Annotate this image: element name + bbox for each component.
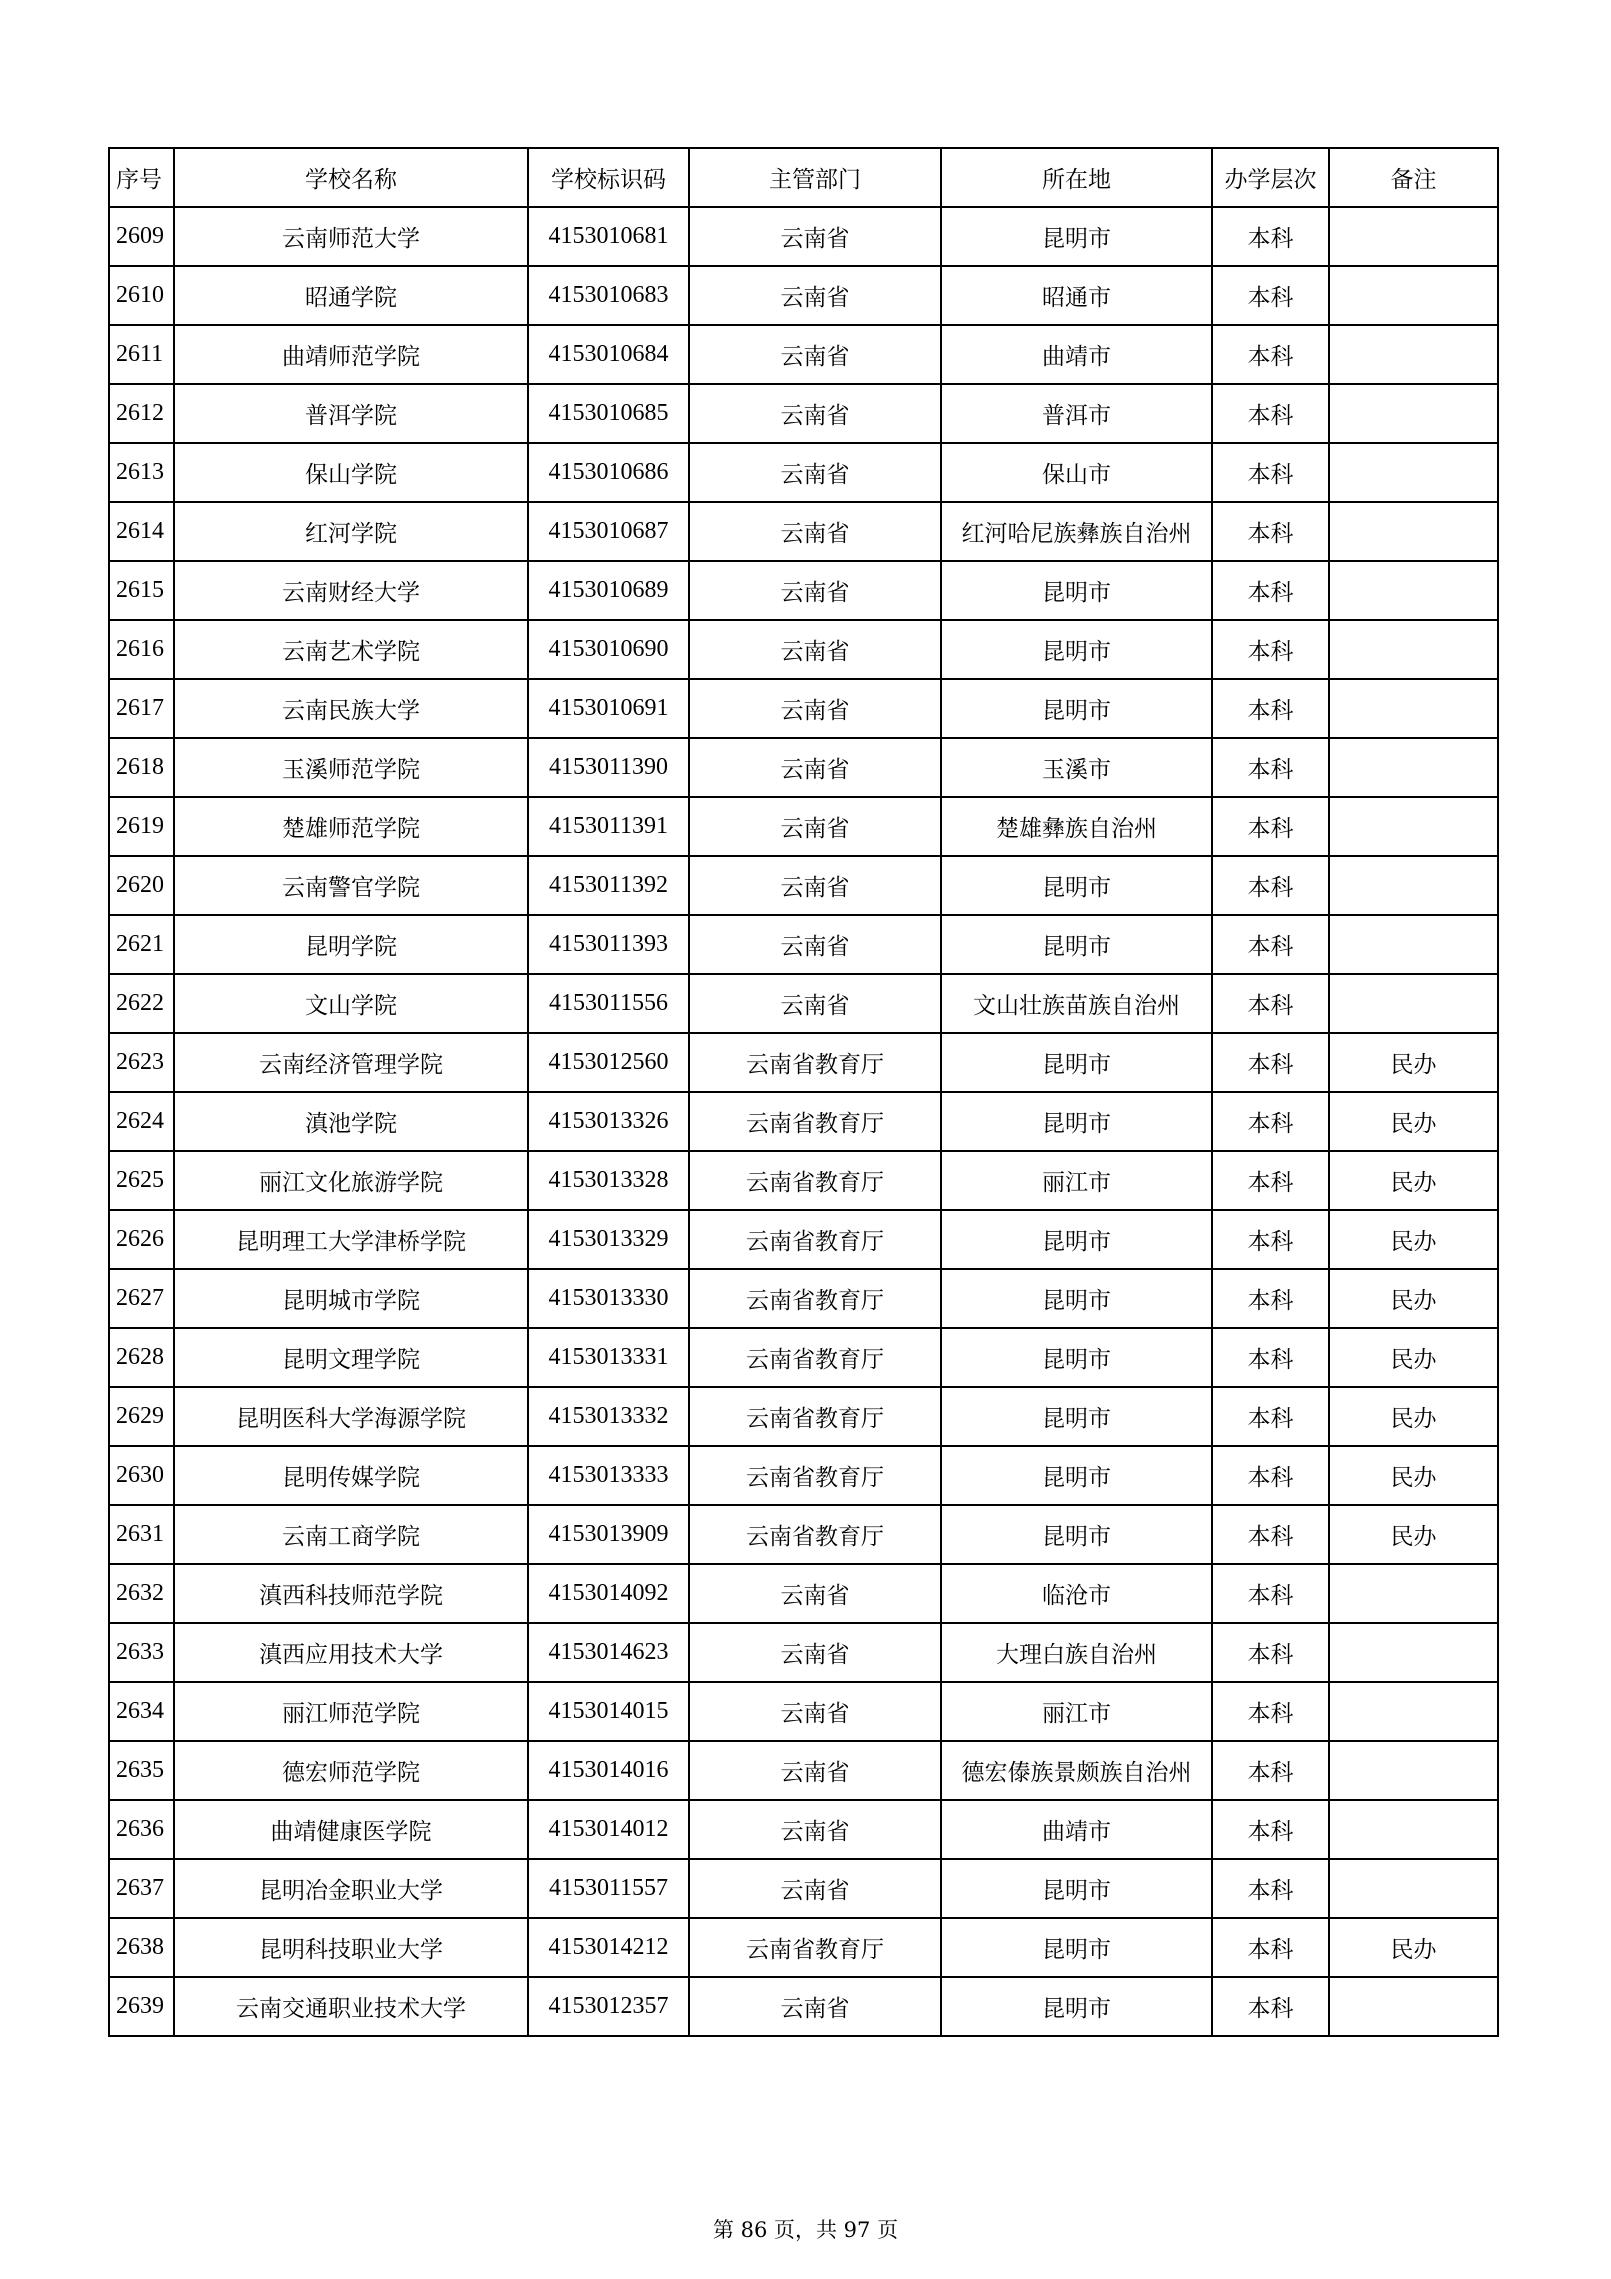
table-row [109, 1918, 1498, 1977]
cell-department: 云南省教育厅 [689, 1918, 941, 1977]
cell-location: 昆明市 [941, 1210, 1212, 1269]
header-index: 序号 [109, 148, 174, 207]
table-row [109, 1328, 1498, 1387]
cell-school-code: 4153011390 [528, 738, 689, 797]
cell-school-code: 4153010681 [528, 207, 689, 266]
table-row [109, 915, 1498, 974]
cell-school-code: 4153014015 [528, 1682, 689, 1741]
cell-school-code: 4153013909 [528, 1505, 689, 1564]
cell-school-code: 4153013330 [528, 1269, 689, 1328]
cell-index: 2623 [109, 1033, 174, 1092]
table-row [109, 1446, 1498, 1505]
cell-department: 云南省教育厅 [689, 1092, 941, 1151]
cell-index: 2617 [109, 679, 174, 738]
cell-school-name: 云南艺术学院 [174, 620, 528, 679]
cell-department: 云南省 [689, 1741, 941, 1800]
table-row [109, 1977, 1498, 2036]
table-row [109, 1505, 1498, 1564]
cell-remarks [1329, 738, 1498, 797]
cell-location: 昆明市 [941, 1033, 1212, 1092]
cell-school-code: 4153014092 [528, 1564, 689, 1623]
cell-department: 云南省 [689, 1800, 941, 1859]
cell-location: 玉溪市 [941, 738, 1212, 797]
table-row [109, 679, 1498, 738]
cell-department: 云南省 [689, 620, 941, 679]
cell-remarks: 民办 [1329, 1210, 1498, 1269]
cell-remarks [1329, 915, 1498, 974]
cell-location: 昆明市 [941, 207, 1212, 266]
cell-index: 2625 [109, 1151, 174, 1210]
cell-location: 昆明市 [941, 1446, 1212, 1505]
cell-location: 昭通市 [941, 266, 1212, 325]
cell-school-code: 4153012357 [528, 1977, 689, 2036]
table-row [109, 1859, 1498, 1918]
cell-department: 云南省 [689, 561, 941, 620]
cell-location: 昆明市 [941, 1092, 1212, 1151]
cell-department: 云南省教育厅 [689, 1505, 941, 1564]
cell-remarks: 民办 [1329, 1446, 1498, 1505]
cell-location: 楚雄彝族自治州 [941, 797, 1212, 856]
cell-level: 本科 [1212, 856, 1329, 915]
cell-index: 2621 [109, 915, 174, 974]
cell-level: 本科 [1212, 620, 1329, 679]
cell-location: 丽江市 [941, 1151, 1212, 1210]
cell-department: 云南省 [689, 797, 941, 856]
cell-school-code: 4153014016 [528, 1741, 689, 1800]
cell-department: 云南省 [689, 1859, 941, 1918]
table-row [109, 856, 1498, 915]
header-department: 主管部门 [689, 148, 941, 207]
cell-remarks: 民办 [1329, 1918, 1498, 1977]
cell-index: 2638 [109, 1918, 174, 1977]
cell-school-name: 曲靖健康医学院 [174, 1800, 528, 1859]
table-row [109, 1092, 1498, 1151]
cell-department: 云南省 [689, 207, 941, 266]
cell-remarks [1329, 561, 1498, 620]
cell-school-name: 昆明学院 [174, 915, 528, 974]
cell-school-name: 丽江师范学院 [174, 1682, 528, 1741]
table-row [109, 1151, 1498, 1210]
cell-level: 本科 [1212, 1210, 1329, 1269]
header-school-name: 学校名称 [174, 148, 528, 207]
cell-school-name: 昆明理工大学津桥学院 [174, 1210, 528, 1269]
cell-department: 云南省 [689, 915, 941, 974]
cell-department: 云南省教育厅 [689, 1269, 941, 1328]
cell-school-name: 文山学院 [174, 974, 528, 1033]
cell-level: 本科 [1212, 797, 1329, 856]
cell-level: 本科 [1212, 738, 1329, 797]
cell-index: 2637 [109, 1859, 174, 1918]
cell-school-code: 4153010691 [528, 679, 689, 738]
cell-location: 昆明市 [941, 1918, 1212, 1977]
cell-remarks [1329, 1741, 1498, 1800]
cell-index: 2611 [109, 325, 174, 384]
table-row [109, 325, 1498, 384]
cell-remarks [1329, 856, 1498, 915]
cell-school-code: 4153012560 [528, 1033, 689, 1092]
cell-level: 本科 [1212, 1977, 1329, 2036]
cell-level: 本科 [1212, 974, 1329, 1033]
cell-department: 云南省 [689, 974, 941, 1033]
table-row [109, 502, 1498, 561]
cell-remarks: 民办 [1329, 1033, 1498, 1092]
cell-index: 2624 [109, 1092, 174, 1151]
cell-department: 云南省 [689, 679, 941, 738]
cell-level: 本科 [1212, 1033, 1329, 1092]
cell-level: 本科 [1212, 1918, 1329, 1977]
cell-department: 云南省 [689, 266, 941, 325]
cell-remarks [1329, 679, 1498, 738]
cell-school-code: 4153013332 [528, 1387, 689, 1446]
cell-location: 曲靖市 [941, 325, 1212, 384]
cell-location: 昆明市 [941, 1505, 1212, 1564]
cell-school-code: 4153010686 [528, 443, 689, 502]
cell-level: 本科 [1212, 1564, 1329, 1623]
cell-school-name: 滇西科技师范学院 [174, 1564, 528, 1623]
table-row [109, 1210, 1498, 1269]
table-row [109, 738, 1498, 797]
table-row [109, 384, 1498, 443]
cell-department: 云南省教育厅 [689, 1328, 941, 1387]
page-number: 第 86 页，共 97 页 [712, 2218, 899, 2242]
cell-index: 2619 [109, 797, 174, 856]
cell-level: 本科 [1212, 502, 1329, 561]
cell-remarks: 民办 [1329, 1505, 1498, 1564]
cell-school-name: 红河学院 [174, 502, 528, 561]
cell-school-name: 云南经济管理学院 [174, 1033, 528, 1092]
table-row [109, 1623, 1498, 1682]
cell-remarks [1329, 1800, 1498, 1859]
cell-department: 云南省教育厅 [689, 1446, 941, 1505]
table-row [109, 1269, 1498, 1328]
table-row [109, 620, 1498, 679]
cell-remarks [1329, 384, 1498, 443]
cell-school-code: 4153011556 [528, 974, 689, 1033]
cell-index: 2631 [109, 1505, 174, 1564]
cell-level: 本科 [1212, 915, 1329, 974]
header-remarks: 备注 [1329, 148, 1498, 207]
cell-level: 本科 [1212, 266, 1329, 325]
cell-remarks [1329, 1977, 1498, 2036]
cell-location: 保山市 [941, 443, 1212, 502]
table-body [109, 207, 1498, 2036]
cell-school-name: 滇池学院 [174, 1092, 528, 1151]
cell-index: 2632 [109, 1564, 174, 1623]
cell-school-name: 丽江文化旅游学院 [174, 1151, 528, 1210]
cell-level: 本科 [1212, 561, 1329, 620]
cell-school-code: 4153011391 [528, 797, 689, 856]
cell-school-code: 4153011392 [528, 856, 689, 915]
cell-remarks [1329, 207, 1498, 266]
cell-level: 本科 [1212, 207, 1329, 266]
cell-location: 昆明市 [941, 1859, 1212, 1918]
cell-department: 云南省教育厅 [689, 1210, 941, 1269]
cell-index: 2615 [109, 561, 174, 620]
cell-department: 云南省教育厅 [689, 1387, 941, 1446]
cell-location: 丽江市 [941, 1682, 1212, 1741]
cell-remarks [1329, 1859, 1498, 1918]
cell-department: 云南省教育厅 [689, 1033, 941, 1092]
cell-location: 昆明市 [941, 915, 1212, 974]
cell-school-name: 昆明科技职业大学 [174, 1918, 528, 1977]
cell-department: 云南省教育厅 [689, 1151, 941, 1210]
table-row [109, 1800, 1498, 1859]
cell-location: 昆明市 [941, 679, 1212, 738]
cell-index: 2613 [109, 443, 174, 502]
cell-location: 昆明市 [941, 856, 1212, 915]
cell-index: 2634 [109, 1682, 174, 1741]
cell-school-code: 4153013331 [528, 1328, 689, 1387]
cell-remarks [1329, 1623, 1498, 1682]
cell-level: 本科 [1212, 1151, 1329, 1210]
cell-index: 2627 [109, 1269, 174, 1328]
cell-remarks: 民办 [1329, 1328, 1498, 1387]
table-row [109, 797, 1498, 856]
table-row [109, 1564, 1498, 1623]
cell-school-name: 昆明医科大学海源学院 [174, 1387, 528, 1446]
cell-index: 2610 [109, 266, 174, 325]
cell-location: 昆明市 [941, 1387, 1212, 1446]
cell-department: 云南省 [689, 856, 941, 915]
cell-level: 本科 [1212, 1682, 1329, 1741]
cell-level: 本科 [1212, 679, 1329, 738]
cell-school-code: 4153013329 [528, 1210, 689, 1269]
cell-school-code: 4153010685 [528, 384, 689, 443]
table-row [109, 561, 1498, 620]
cell-school-code: 4153013333 [528, 1446, 689, 1505]
cell-department: 云南省 [689, 1682, 941, 1741]
cell-school-name: 德宏师范学院 [174, 1741, 528, 1800]
table-row [109, 443, 1498, 502]
table-row [109, 974, 1498, 1033]
cell-level: 本科 [1212, 1446, 1329, 1505]
cell-remarks [1329, 325, 1498, 384]
cell-remarks: 民办 [1329, 1269, 1498, 1328]
cell-department: 云南省 [689, 325, 941, 384]
cell-remarks [1329, 502, 1498, 561]
cell-school-code: 4153011393 [528, 915, 689, 974]
cell-school-code: 4153010690 [528, 620, 689, 679]
cell-school-code: 4153014012 [528, 1800, 689, 1859]
header-level: 办学层次 [1212, 148, 1329, 207]
cell-school-name: 云南交通职业技术大学 [174, 1977, 528, 2036]
cell-department: 云南省 [689, 384, 941, 443]
table-row [109, 1387, 1498, 1446]
cell-level: 本科 [1212, 1328, 1329, 1387]
cell-index: 2609 [109, 207, 174, 266]
cell-index: 2626 [109, 1210, 174, 1269]
cell-remarks [1329, 1682, 1498, 1741]
cell-department: 云南省 [689, 1977, 941, 2036]
cell-school-code: 4153010687 [528, 502, 689, 561]
cell-location: 曲靖市 [941, 1800, 1212, 1859]
cell-level: 本科 [1212, 1092, 1329, 1151]
cell-remarks [1329, 974, 1498, 1033]
cell-school-code: 4153013326 [528, 1092, 689, 1151]
table-row [109, 266, 1498, 325]
cell-level: 本科 [1212, 1623, 1329, 1682]
cell-school-name: 楚雄师范学院 [174, 797, 528, 856]
cell-level: 本科 [1212, 1800, 1329, 1859]
cell-department: 云南省 [689, 1564, 941, 1623]
cell-remarks: 民办 [1329, 1387, 1498, 1446]
cell-remarks [1329, 620, 1498, 679]
cell-location: 大理白族自治州 [941, 1623, 1212, 1682]
table-row [109, 1033, 1498, 1092]
cell-school-name: 云南财经大学 [174, 561, 528, 620]
cell-location: 昆明市 [941, 620, 1212, 679]
cell-school-name: 保山学院 [174, 443, 528, 502]
cell-level: 本科 [1212, 1505, 1329, 1564]
cell-index: 2633 [109, 1623, 174, 1682]
cell-school-code: 4153014623 [528, 1623, 689, 1682]
cell-index: 2616 [109, 620, 174, 679]
cell-index: 2630 [109, 1446, 174, 1505]
cell-index: 2622 [109, 974, 174, 1033]
header-school-code: 学校标识码 [528, 148, 689, 207]
cell-school-name: 普洱学院 [174, 384, 528, 443]
cell-remarks: 民办 [1329, 1151, 1498, 1210]
cell-location: 文山壮族苗族自治州 [941, 974, 1212, 1033]
cell-index: 2614 [109, 502, 174, 561]
cell-school-name: 昭通学院 [174, 266, 528, 325]
cell-school-code: 4153013328 [528, 1151, 689, 1210]
cell-school-name: 滇西应用技术大学 [174, 1623, 528, 1682]
cell-school-name: 云南师范大学 [174, 207, 528, 266]
cell-level: 本科 [1212, 443, 1329, 502]
cell-school-name: 玉溪师范学院 [174, 738, 528, 797]
cell-index: 2636 [109, 1800, 174, 1859]
cell-index: 2629 [109, 1387, 174, 1446]
cell-school-name: 昆明传媒学院 [174, 1446, 528, 1505]
cell-school-name: 昆明冶金职业大学 [174, 1859, 528, 1918]
cell-level: 本科 [1212, 384, 1329, 443]
cell-level: 本科 [1212, 1741, 1329, 1800]
table-row [109, 1682, 1498, 1741]
cell-remarks [1329, 443, 1498, 502]
cell-school-code: 4153011557 [528, 1859, 689, 1918]
cell-location: 德宏傣族景颇族自治州 [941, 1741, 1212, 1800]
cell-index: 2618 [109, 738, 174, 797]
cell-location: 红河哈尼族彝族自治州 [941, 502, 1212, 561]
cell-location: 普洱市 [941, 384, 1212, 443]
cell-school-code: 4153010683 [528, 266, 689, 325]
cell-school-code: 4153010684 [528, 325, 689, 384]
cell-index: 2612 [109, 384, 174, 443]
table-row [109, 207, 1498, 266]
cell-department: 云南省 [689, 738, 941, 797]
cell-location: 昆明市 [941, 1977, 1212, 2036]
cell-level: 本科 [1212, 1859, 1329, 1918]
cell-location: 昆明市 [941, 1328, 1212, 1387]
cell-index: 2639 [109, 1977, 174, 2036]
cell-school-code: 4153014212 [528, 1918, 689, 1977]
table-header-row [109, 148, 1498, 207]
cell-location: 昆明市 [941, 561, 1212, 620]
cell-department: 云南省 [689, 1623, 941, 1682]
cell-level: 本科 [1212, 1269, 1329, 1328]
cell-level: 本科 [1212, 1387, 1329, 1446]
cell-remarks [1329, 797, 1498, 856]
cell-department: 云南省 [689, 443, 941, 502]
cell-location: 昆明市 [941, 1269, 1212, 1328]
cell-remarks [1329, 1564, 1498, 1623]
cell-school-code: 4153010689 [528, 561, 689, 620]
cell-index: 2628 [109, 1328, 174, 1387]
table-row [109, 1741, 1498, 1800]
cell-remarks [1329, 266, 1498, 325]
cell-remarks: 民办 [1329, 1092, 1498, 1151]
cell-school-name: 昆明城市学院 [174, 1269, 528, 1328]
cell-school-name: 云南民族大学 [174, 679, 528, 738]
cell-level: 本科 [1212, 325, 1329, 384]
cell-school-name: 云南警官学院 [174, 856, 528, 915]
universities-table [108, 147, 1499, 2037]
header-location: 所在地 [941, 148, 1212, 207]
cell-school-name: 曲靖师范学院 [174, 325, 528, 384]
cell-school-name: 昆明文理学院 [174, 1328, 528, 1387]
cell-index: 2620 [109, 856, 174, 915]
cell-department: 云南省 [689, 502, 941, 561]
cell-school-name: 云南工商学院 [174, 1505, 528, 1564]
cell-index: 2635 [109, 1741, 174, 1800]
cell-location: 临沧市 [941, 1564, 1212, 1623]
